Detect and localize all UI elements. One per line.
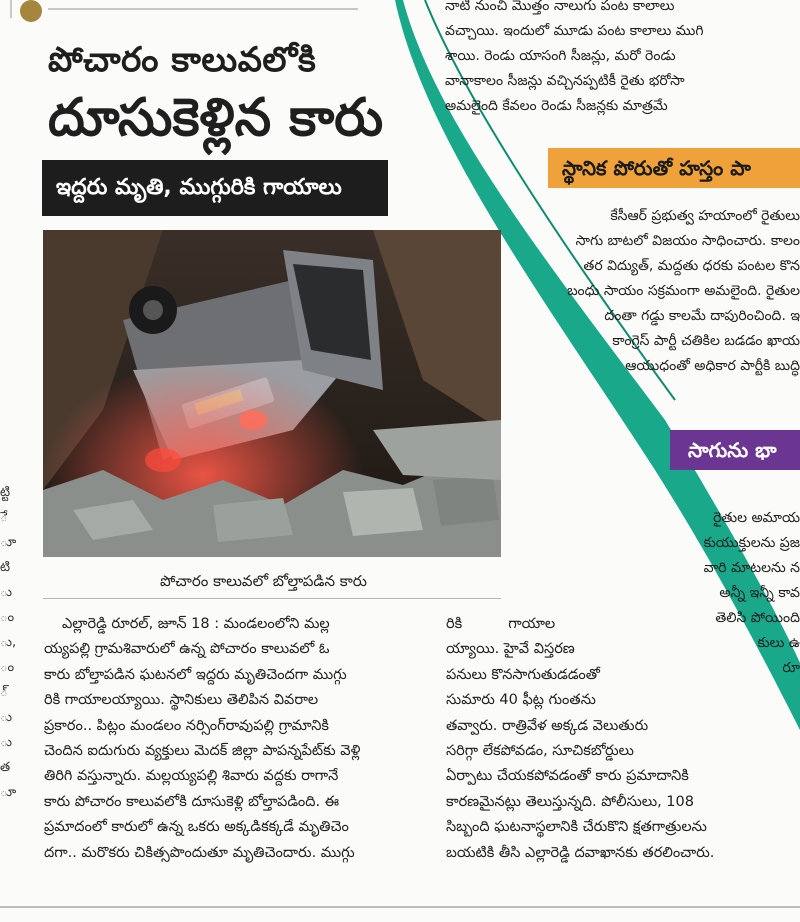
text-line: సిబ్బంది ఘటనాస్థలానికి చేరుకొని క్షతగాత్రులను [446,819,707,836]
text-line: ప్రమాదంలో కారులో ఉన్న ఒకరు అక్కడికక్కడే మృతిచెం [44,819,349,836]
text-line: బయటికి తీసి ఎల్లారెడ్డి దవాఖానకు తరలించారు. [446,844,715,861]
text-line: తర విద్యుత్‌, మద్దతు ధరకు పంటల కొన [583,258,800,274]
photo-caption: పోచారం కాలువలో బోల్తాపడిన కారు [160,572,367,590]
text-line: వచ్చాయి. ఇందులో మూడు పంట కాలాలు ముగి [445,23,704,39]
text-line: తిరిగి వస్తున్నారు. మల్లయ్యపల్లి శివారు వద్దకు రాగానే [44,768,339,785]
text-line: ఎల్లారెడ్డి రూరల్‌, జూన్‌ 18 : మండలంలోని మల్ల [62,616,330,632]
text-line: కులు ఉ [757,635,800,651]
text-line: ఆయుధంతో అధికార పార్టీకి బుద్ధి [625,358,800,374]
right-article-top [445,0,704,119]
section-marker-dot [20,0,42,22]
caption-rule [43,598,501,599]
text-line: రికి గాయాలయ్యాయి. స్థానికులు తెలిపిన వివరాల [44,692,319,709]
text-line: కాంగ్రెస్‌ పార్టీ చతికిల బడడం ఖాయ [612,333,800,349]
text-line: ఏర్పాటు చేయకపోవడంతో కారు ప్రమాదానికి [446,768,689,785]
text-line: అన్నీ ఇన్నీ కావ [719,585,800,601]
text-line: కేసీఆర్‌ ప్రభుత్వ హయాంలో రైతులు [610,208,800,224]
text-line: కుయుక్తులను ప్రజ [703,535,800,551]
text-line: దంతా గడ్డు కాలమే దాపురించింది. ఇ [604,308,800,324]
text-line: దగా.. మరొకరు చికిత్సపొందుతూ మృతిచెందారు. ముగ్గు [44,844,355,861]
text-line: ప్రకారం.. పిట్లం మండలం నర్సింగ్‌రావుపల్లి గ్రామానికి [44,717,329,734]
text-line: వానాకాలం సీజన్లు వచ్చినప్పటికీ రైతు భరోసా [445,73,685,89]
section-heading-farming: సాగును భా [670,430,800,470]
text-line: తవ్వారు. రాత్రివేళ అక్కడ వెలుతురు [446,717,649,734]
text-line: వారి మాటలను న [703,560,800,576]
text-line: రికి గాయాల [446,616,556,632]
top-rule [48,8,358,10]
text-line: పనులు కొనసాగుతుడడంతో [446,666,600,683]
text-line: కారు పోచారం కాలువలోకి దూసుకెళ్లి బోల్తాపడింది. ఈ [44,793,340,810]
headline-line-2: దూసుకెళ్లిన కారు [48,88,384,148]
accident-photo [43,230,501,557]
article-body-left [44,612,360,866]
section1-body [480,204,800,379]
text-line: సాగు బాటలో విజయం సాధించారు. కాలం [575,233,800,249]
text-line: రైతుల అమాయ [713,510,800,526]
headline-line-1: పోచారం కాలువలోకి [48,40,317,80]
text-line: సరిగ్గా లేకపోవడం, సూచికబోర్డులు [446,743,634,760]
text-line: రూ [782,660,800,676]
text-line: య్యపల్లి గ్రామశివారులో ఉన్న పోచారం కాలువలో ఓ [44,641,330,658]
text-line: బంధు సాయం సక్రమంగా అమలైంది. రైతుల [567,283,800,299]
bottom-rule [0,906,800,908]
text-line: చెందిన ఐదుగురు వ్యక్తులు మెదక్‌ జిల్లా పాపన్నపేట్‌కు వెళ్లి [44,743,361,760]
text-line: సుమారు 40 ఫీట్ల గుంతను [446,692,596,709]
text-line: అమలైంది కేవలం రెండు సీజన్లకు మాత్రమే [445,98,668,114]
article-body-right [446,612,714,866]
text-line: శాయి. రెండు యాసంగి సీజన్లు, మరో రెండు [445,48,676,64]
text-line: కారు బోల్తాపడిన ఘటనలో ఇద్దరు మృతిచెందగా ముగ్గు [44,666,347,683]
subheadline-bar: ఇద్దరు మృతి, ముగ్గురికి గాయాలు [42,160,388,216]
left-column-fragment: ట్టి ే ూ టి ు ం ు, ం ్ ు ు త ూ [0,485,17,800]
text-line: య్యాయి. హైవే విస్తరణ [446,641,575,658]
text-line: నాటి నుంచి మొత్తం నాలుగు పంట కాలాలు [445,0,675,14]
right-edge-fragment [786,0,800,120]
text-line: కారణమైనట్లు తెలుస్తున్నది. పోలీసులు, 108 [446,793,694,810]
section-heading-local-fight: స్థానిక పోరుతో హస్తం పా [548,148,800,188]
text-line: తెలిసి పోయింది [715,610,800,626]
left-edge-rule [10,0,12,18]
